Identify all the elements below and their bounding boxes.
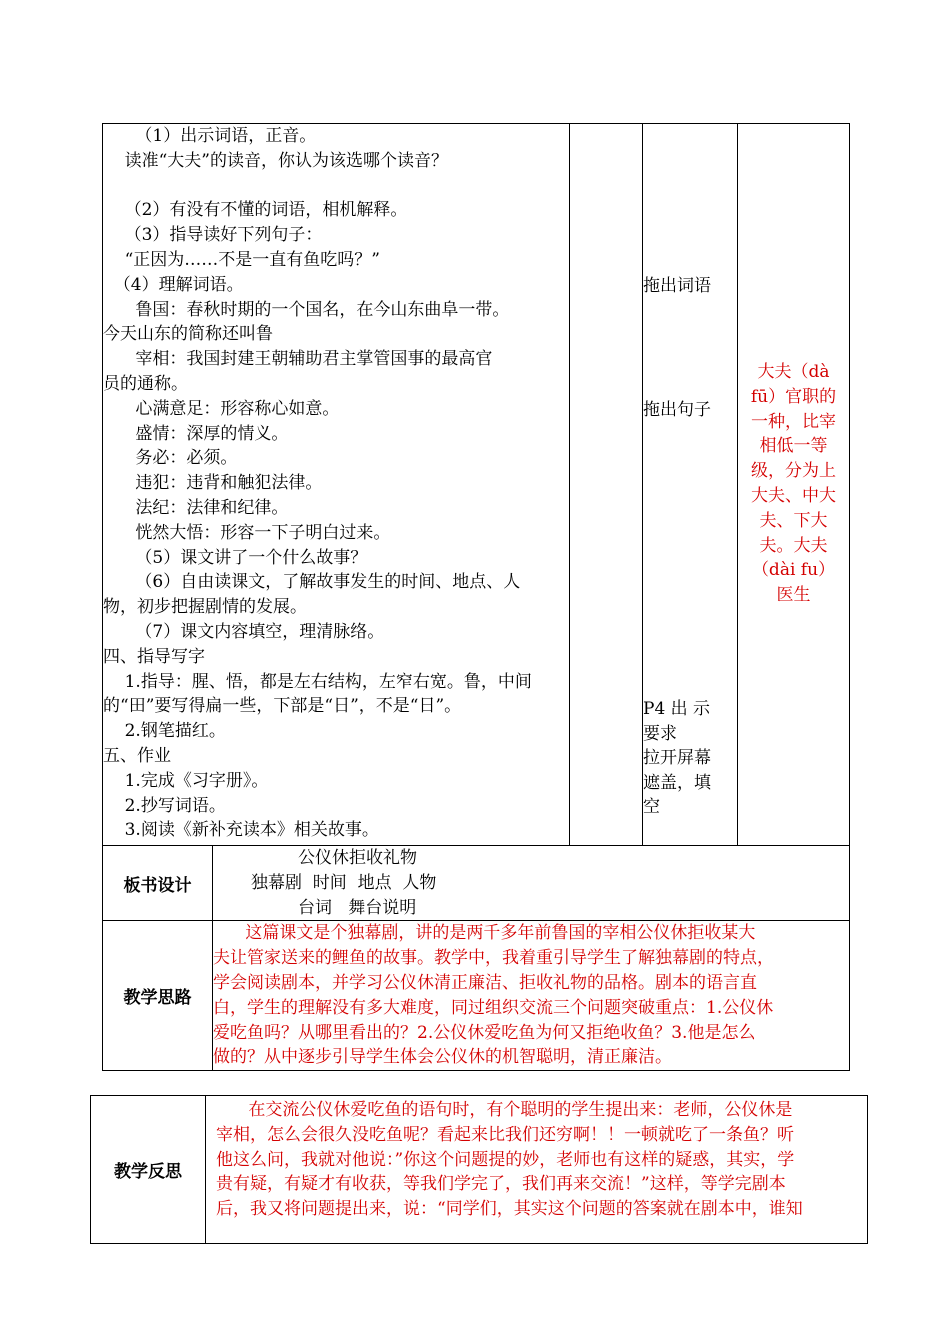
board-design-text (213, 846, 849, 920)
p4-note-line: 遮盖，填 (643, 772, 711, 793)
lesson-line: 违犯：违背和触犯法律。 (103, 473, 323, 494)
teaching-reflection-line: 贵有疑，有疑才有收获，等我们学完了，我们再来交流！”这样，等学完剧本 (216, 1174, 786, 1195)
teaching-reflection-line: 宰相，怎么会很久没吃鱼呢？看起来比我们还穷啊！！一顿就吃了一条鱼？听 (216, 1124, 794, 1145)
lesson-line: 1.完成《习字册》。 (103, 770, 269, 791)
teaching-ideas-row (103, 921, 850, 1071)
lesson-line: 心满意足：形容称心如意。 (103, 398, 340, 419)
teaching-reflection-line: 在交流公仪休爱吃鱼的语句时，有个聪明的学生提出来：老师，公仪休是 (216, 1100, 793, 1120)
pronunciation-line: 级，分为上 (751, 461, 836, 482)
p4-note-line: 拉开屏幕 (643, 748, 711, 768)
board-design-line: 公仪休拒收礼物 (298, 848, 417, 868)
media-notes-cell (643, 124, 738, 846)
pronunciation-line: 夫、下大 (759, 510, 828, 531)
lesson-line: 盛情：深厚的情义。 (103, 423, 289, 444)
lesson-line: （3）指导读好下列句子： (103, 225, 323, 246)
pronunciation-line: 大夫、中大 (751, 485, 836, 506)
board-design-row (103, 846, 850, 921)
lesson-line: 法纪：法律和纪律。 (103, 497, 289, 518)
lesson-steps-cell (103, 124, 570, 846)
drag-sentence-note: 拖出句子 (643, 400, 711, 420)
teaching-ideas-text (213, 921, 849, 1070)
teaching-reflection-text (216, 1098, 859, 1222)
drag-words-note: 拖出词语 (643, 276, 711, 296)
lesson-line: 恍然大悟：形容一下子明白过来。 (103, 522, 391, 543)
pronunciation-note (738, 124, 849, 608)
board-design-line: 独幕剧 时间 地点 人物 (251, 872, 437, 893)
lesson-line: 今天山东的简称还叫鲁 (103, 324, 273, 345)
teaching-ideas-line: 爱吃鱼吗？从哪里看出的？2.公仪休爱吃鱼为何又拒绝收鱼？3.他是怎么 (213, 1022, 756, 1043)
pronunciation-line: 大夫（dà (757, 362, 830, 382)
p4-note (643, 697, 711, 820)
lesson-line: 四、指导写字 (103, 646, 205, 667)
teaching-reflection-row (91, 1096, 868, 1244)
pronunciation-line: 相低一等 (759, 436, 828, 457)
lesson-line: 2.钢笔描红。 (103, 721, 226, 742)
lesson-steps-row (103, 124, 850, 846)
board-design-label: 板书设计 (103, 846, 213, 921)
teaching-reflection-line: 后，我又将问题提出来，说：“同学们，其实这个问题的答案就在剧本中，谁知 (216, 1199, 803, 1220)
lesson-steps-text (103, 124, 569, 843)
lesson-line: （4）理解词语。 (103, 274, 244, 295)
lesson-line: （7）课文内容填空，理清脉络。 (103, 621, 385, 642)
reflection-table (90, 1095, 868, 1244)
lesson-plan-table (102, 123, 850, 1071)
pronunciation-note-cell (738, 124, 850, 846)
lesson-line: 宰相：我国封建王朝辅助君主掌管国事的最高官 (103, 349, 493, 370)
lesson-line: 员的通称。 (103, 373, 188, 394)
pronunciation-line: 一种，比宰 (751, 411, 836, 432)
lesson-line: （1）出示词语，正音。 (103, 126, 317, 146)
lesson-line: “正因为……不是一直有鱼吃吗？” (103, 249, 380, 270)
teaching-ideas-line: 这篇课文是个独幕剧，讲的是两千多年前鲁国的宰相公仪休拒收某大 (213, 923, 756, 944)
pronunciation-line: 夫。大夫 (759, 535, 828, 556)
teaching-ideas-cell (213, 921, 850, 1071)
p4-note-line: 空 (643, 797, 660, 817)
blank-column-cell (570, 124, 643, 846)
board-design-line: 台词 舞台说明 (298, 897, 417, 918)
teaching-ideas-line: 夫让管家送来的鲤鱼的故事。教学中，我着重引导学生了解独幕剧的特点， (213, 948, 774, 969)
p4-note-line: 要求 (643, 723, 677, 744)
lesson-line: 3.阅读《新补充读本》相关故事。 (103, 820, 379, 841)
p4-note-line: P4 出 示 (643, 699, 711, 719)
teaching-reflection-cell (206, 1096, 868, 1244)
lesson-line (103, 174, 569, 199)
pronunciation-line: （dài fu） (751, 560, 836, 581)
lesson-line: 务必：必须。 (103, 448, 238, 469)
lesson-line: 五、作业 (103, 745, 171, 766)
lesson-line: （5）课文讲了一个什么故事？ (103, 547, 368, 568)
teaching-ideas-label: 教学思路 (103, 921, 213, 1071)
teaching-reflection-label: 教学反思 (91, 1096, 206, 1244)
lesson-line: （6）自由读课文，了解故事发生的时间、地点、人 (103, 572, 521, 593)
lesson-line: 鲁国：春秋时期的一个国名，在今山东曲阜一带。 (103, 299, 510, 320)
teaching-ideas-line: 白，学生的理解没有多大难度，同过组织交流三个问题突破重点：1.公仪休 (213, 997, 774, 1018)
pronunciation-line: fū）官职的 (750, 386, 837, 407)
lesson-line: 读准“大夫”的读音，你认为该选哪个读音？ (103, 150, 448, 171)
lesson-line: （2）有没有不懂的词语，相机解释。 (103, 200, 408, 221)
pronunciation-line: 医生 (776, 585, 811, 606)
teaching-ideas-line: 做的？从中逐步引导学生体会公仪休的机智聪明，清正廉洁。 (213, 1047, 672, 1068)
lesson-line: 2.抄写词语。 (103, 795, 226, 816)
lesson-line: 1.指导：腥、悟，都是左右结构，左窄右宽。鲁，中间 (103, 671, 532, 692)
lesson-line: 物，初步把握剧情的发展。 (103, 597, 307, 618)
teaching-ideas-line: 学会阅读剧本，并学习公仪休清正廉洁、拒收礼物的品格。剧本的语言直 (213, 972, 757, 993)
teaching-reflection-line: 他这么问，我就对他说：”你这个问题提的妙，老师也有这样的疑惑，其实，学 (216, 1149, 795, 1170)
board-design-cell (213, 846, 850, 921)
lesson-line: 的“田”要写得扁一些，下部是“日”，不是“日”。 (103, 696, 462, 717)
